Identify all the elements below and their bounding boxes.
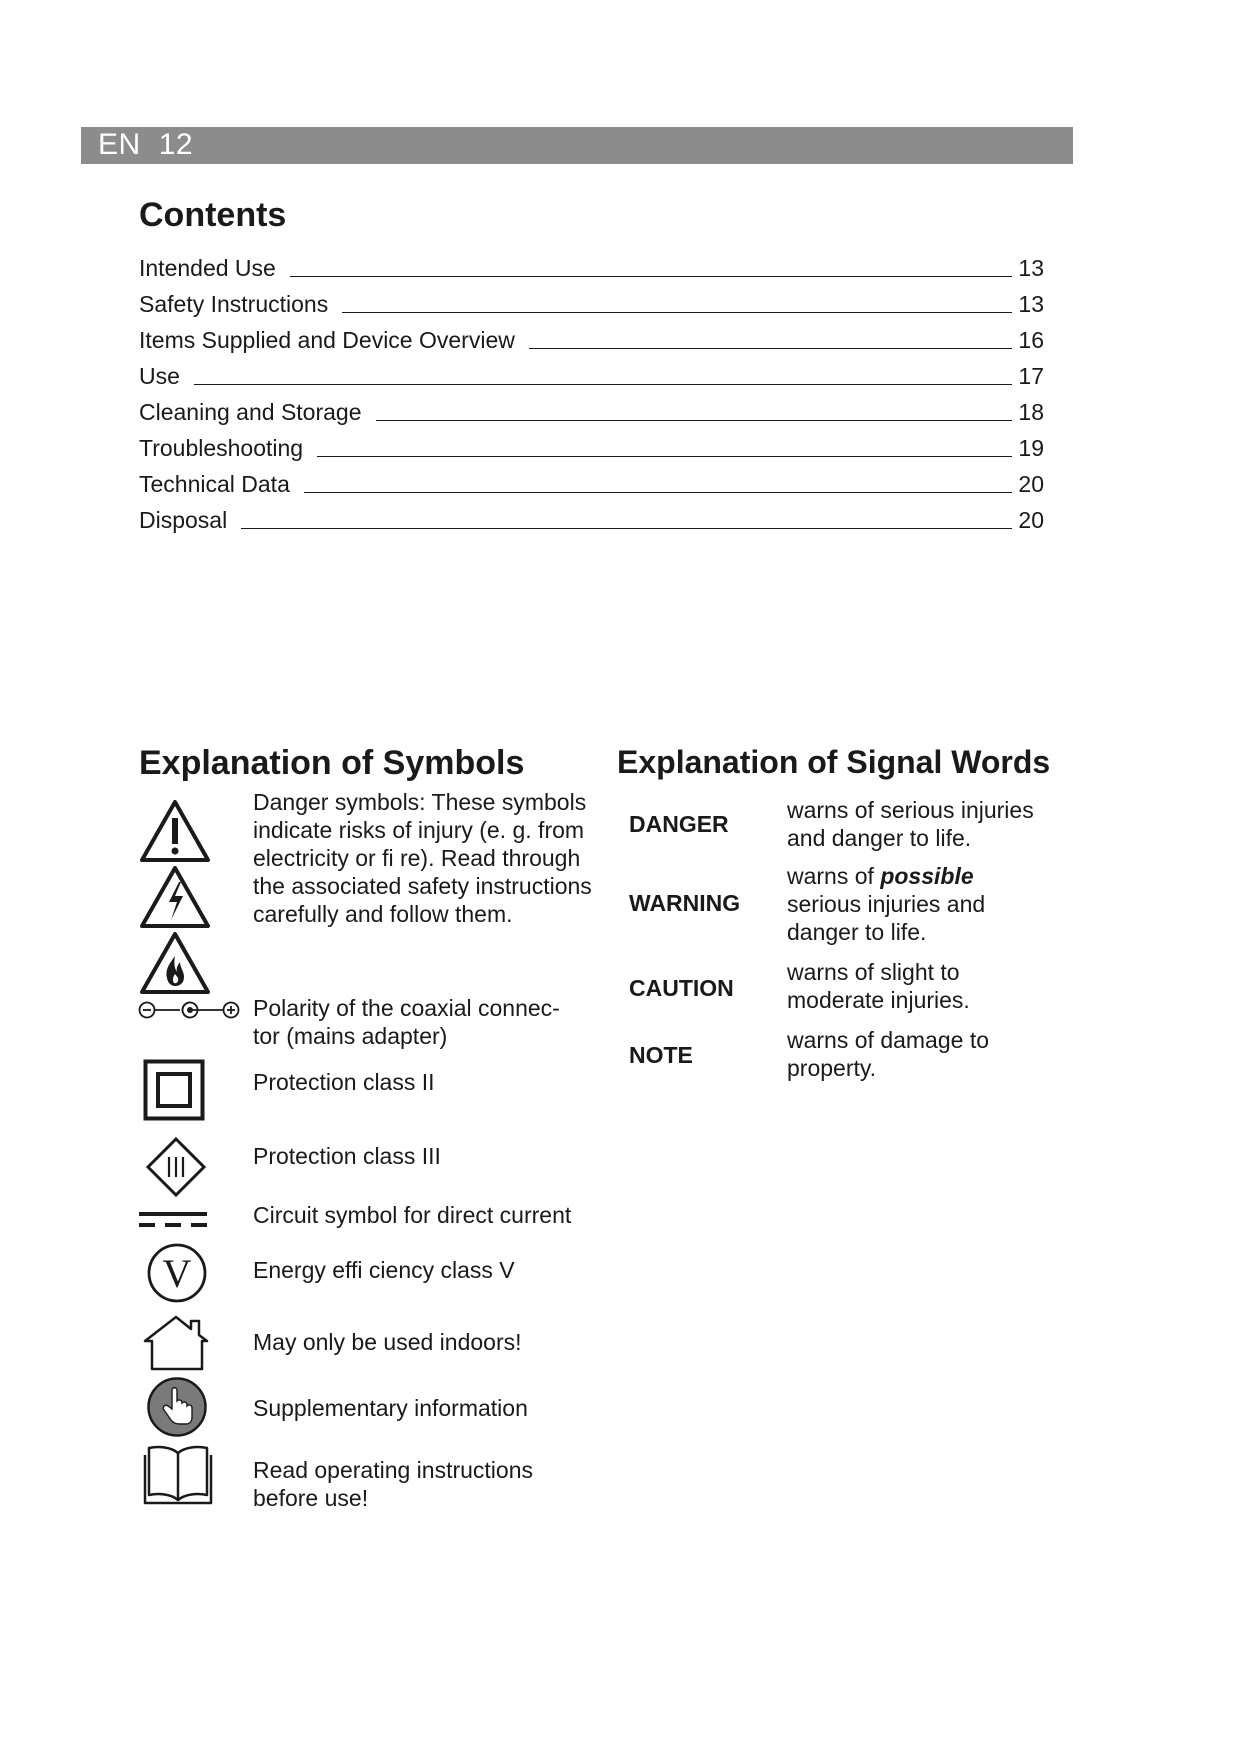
page-header [98, 128, 211, 162]
signal-desc-text: warns of [787, 863, 881, 889]
toc-entry-page: 19 [1018, 435, 1044, 461]
symbol-description: Circuit symbol for direct current [253, 1202, 572, 1228]
symbol-description: May only be used indoors! [253, 1329, 522, 1355]
toc-entry-label: Use [139, 363, 180, 389]
symbol-description: Polarity of the coaxial connec- tor (mains adapter) [253, 995, 560, 1049]
signal-word-description [787, 862, 1012, 946]
toc-entry-label: Safety Instructions [139, 291, 329, 317]
svg-text:V: V [162, 1251, 192, 1296]
signal-desc-text: serious injuries and danger to life. [787, 891, 986, 945]
toc-leader-line [376, 420, 1013, 421]
toc-entry[interactable] [139, 462, 1044, 498]
contents-title: Contents [139, 196, 287, 234]
signal-words-section-title: Explanation of Signal Words [617, 744, 1051, 780]
toc-entry-page: 20 [1018, 507, 1044, 533]
toc-entry-page: 16 [1018, 327, 1044, 353]
toc-entry[interactable] [139, 282, 1044, 318]
read-instructions-icon [141, 1443, 215, 1507]
toc-entry-page: 18 [1018, 399, 1044, 425]
toc-entry-label: Intended Use [139, 255, 276, 281]
toc-leader-line [529, 348, 1012, 349]
toc-leader-line [342, 312, 1012, 313]
toc-leader-line [317, 456, 1012, 457]
signal-word-description: warns of damage to property. [787, 1027, 990, 1081]
toc-entry[interactable] [139, 246, 1044, 282]
toc-entry-label: Items Supplied and Device Overview [139, 327, 515, 353]
signal-word-warning: WARNING [629, 890, 741, 916]
toc-entry[interactable] [139, 498, 1044, 534]
toc-entry-label: Technical Data [139, 471, 290, 497]
energy-class-v-icon [146, 1242, 208, 1304]
toc-entry[interactable] [139, 426, 1044, 462]
protection-class-3-icon [145, 1136, 207, 1198]
toc-leader-line [290, 276, 1012, 277]
indoor-use-icon [141, 1314, 211, 1372]
toc-entry-page: 20 [1018, 471, 1044, 497]
toc-entry-page: 13 [1018, 255, 1044, 281]
danger-triangle-icons [139, 798, 211, 998]
toc-entry-label: Troubleshooting [139, 435, 304, 461]
signal-word-description: warns of slight to moderate injuries. [787, 959, 970, 1013]
symbol-description: Supplementary information [253, 1395, 528, 1421]
toc-entry-page: 13 [1018, 291, 1044, 317]
supplementary-info-icon [146, 1376, 208, 1438]
signal-word-description: warns of serious injuries and danger to life. [787, 797, 1034, 851]
signal-word-note: NOTE [629, 1042, 693, 1068]
table-of-contents [139, 246, 1044, 534]
toc-entry[interactable] [139, 354, 1044, 390]
toc-leader-line [194, 384, 1012, 385]
language-code: EN [98, 128, 141, 161]
symbol-description: Protection class II [253, 1069, 435, 1095]
symbol-description: Danger symbols: These symbols indicate risks of injury (e. g. from electricity or fi re). Read through the associated safety instructions carefully and follow them. [253, 789, 592, 927]
signal-desc-emphasis: possible [880, 863, 974, 889]
symbols-section-title: Explanation of Symbols [139, 744, 525, 782]
symbol-description: Read operating instructions before use! [253, 1457, 533, 1511]
page-number: 12 [158, 128, 194, 161]
direct-current-icon [138, 1210, 208, 1230]
protection-class-2-icon [143, 1059, 205, 1121]
toc-entry-page: 17 [1018, 363, 1044, 389]
signal-word-caution: CAUTION [629, 975, 734, 1001]
page-header-bar [81, 127, 1073, 164]
toc-leader-line [241, 528, 1012, 529]
toc-entry[interactable] [139, 390, 1044, 426]
signal-word-danger: DANGER [629, 811, 729, 837]
toc-entry-label: Cleaning and Storage [139, 399, 362, 425]
symbol-description: Protection class III [253, 1143, 441, 1169]
polarity-icon [138, 998, 242, 1022]
toc-entry[interactable] [139, 318, 1044, 354]
toc-leader-line [304, 492, 1012, 493]
symbol-description: Energy effi ciency class V [253, 1257, 515, 1283]
toc-entry-label: Disposal [139, 507, 228, 533]
